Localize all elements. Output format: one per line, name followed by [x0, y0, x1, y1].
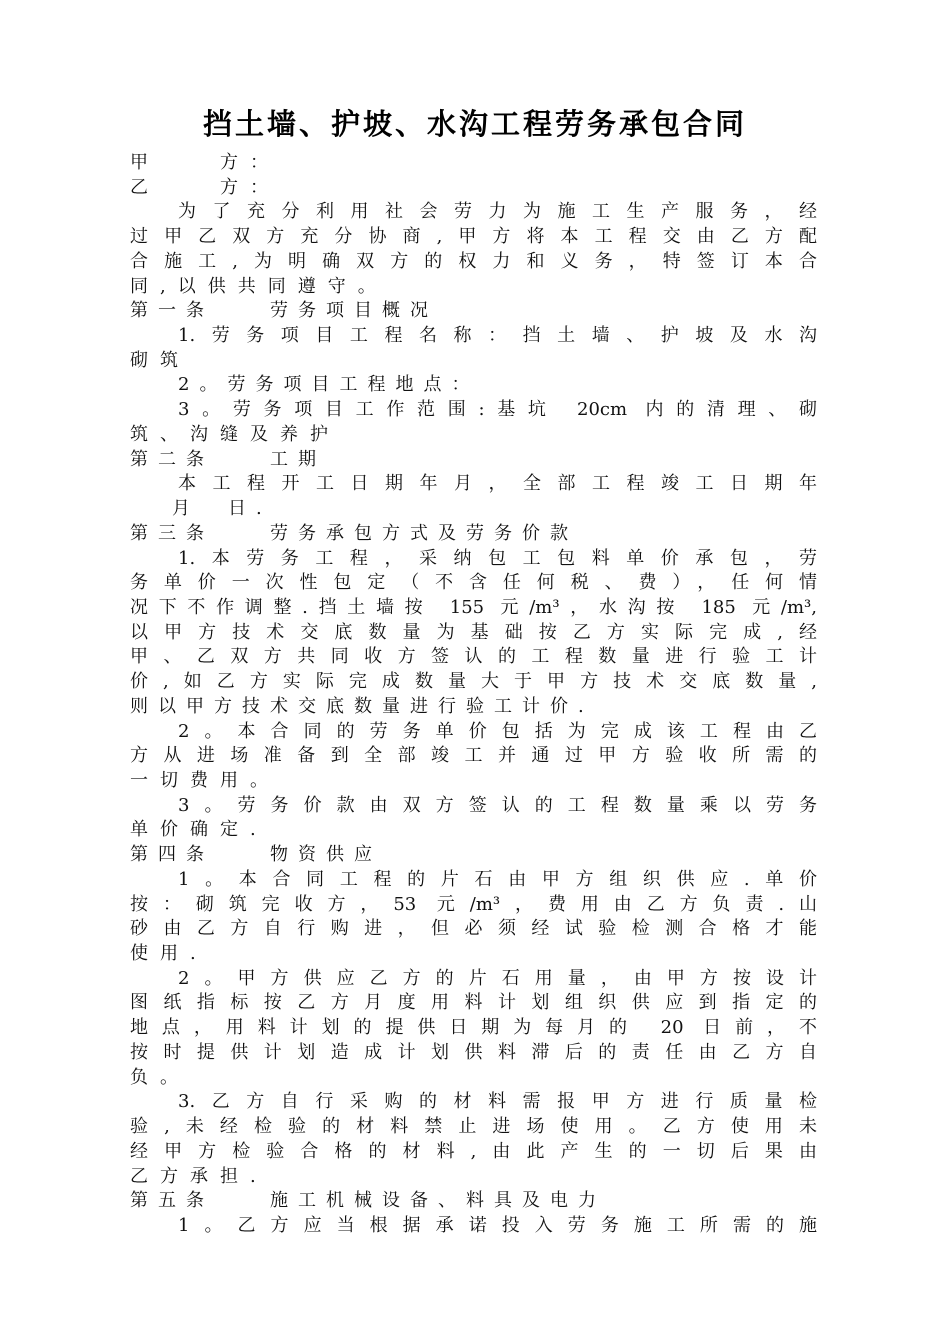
body-line: 况下不作调整.挡土墙按 155 元/m³，水沟按 185 元/m³, — [130, 596, 817, 618]
body-line: 经甲方检验合格的材料,由此产生的一切后果由 — [130, 1140, 817, 1162]
body-line: 甲、乙双方共同收方签认的工程数量进行验工计 — [130, 646, 817, 668]
body-line: 第二条 工期 — [130, 448, 326, 470]
body-line: 一切费用。 — [130, 770, 280, 791]
body-line: 地点，用料计划的提供日期为每月的 20 日前，不 — [130, 1017, 817, 1039]
body-line: 2。劳务项目工程地点： — [178, 374, 480, 396]
body-line: 验,未经检验的材料禁止进场使用。乙方使用未 — [130, 1116, 817, 1138]
body-line: 3.乙方自行采购的材料需报甲方进行质量检 — [178, 1091, 817, 1113]
body-line: 按时提供计划造成计划供料滞后的责任由乙方自 — [130, 1041, 817, 1063]
body-line: 方从进场准备到全部竣工并通过甲方验收所需的 — [130, 745, 817, 767]
body-line: 月 日. — [172, 498, 272, 520]
body-line: 务单价一次性包定（不含任何税、费），任何情 — [130, 572, 817, 594]
body-line: 按：砌筑完收方，53 元/m³，费用由乙方负责.山 — [130, 893, 817, 915]
body-line: 本工程开工日期年月，全部工程竣工日期年 — [178, 473, 817, 495]
body-line: 2。本合同的劳务单价包括为完成该工程由乙 — [178, 720, 817, 742]
body-line: 1.劳务项目工程名称：挡土墙、护坡及水沟 — [178, 325, 817, 347]
body-line: 第四条 物资供应 — [130, 844, 382, 866]
page-title: 挡土墙、护坡、水沟工程劳务承包合同 — [202, 107, 747, 141]
body-line: 合施工,为明确双方的权力和义务，特签订本合 — [130, 250, 817, 272]
body-line: 为了充分利用社会劳力为施工生产服务，经 — [178, 201, 817, 223]
body-line: 图纸指标按乙方月度用料计划组织供应到指定的 — [130, 992, 817, 1014]
body-line: 2。甲方供应乙方的片石用量，由甲方按设计 — [178, 967, 817, 989]
body-line: 第一条 劳务项目概况 — [130, 300, 438, 322]
body-line: 单价确定. — [130, 819, 268, 841]
body-line: 砌筑 — [130, 349, 190, 371]
body-line: 筑、沟缝及养护 — [130, 423, 340, 445]
body-line: 甲 方： — [130, 152, 280, 173]
body-line: 价,如乙方实际完成数量大于甲方技术交底数量, — [130, 671, 817, 693]
body-line: 以甲方技术交底数量为基础按乙方实际完成,经 — [130, 621, 817, 643]
body-line: 过甲乙双方充分协商,甲方将本工程交由乙方配 — [130, 226, 817, 248]
body-line: 1。乙方应当根据承诺投入劳务施工所需的施 — [178, 1214, 817, 1236]
body-line: 3。劳务项目工作范围:基坑 20cm 内的清理、砌 — [178, 399, 817, 421]
body-line: 负。 — [130, 1066, 190, 1088]
body-line: 同,以供共同遵守。 — [130, 275, 388, 297]
body-line: 使用. — [130, 943, 208, 965]
body-line: 乙 方： — [130, 176, 280, 198]
body-line: 第三条 劳务承包方式及劳务价款 — [130, 522, 578, 544]
body-line: 1.本劳务工程，采纳包工包料单价承包，劳 — [178, 547, 817, 569]
body-line: 砂由乙方自行购进，但必须经试验检测合格才能 — [130, 918, 817, 940]
body-line: 第五条 施工机械设备、料具及电力 — [130, 1190, 606, 1212]
body-line: 则以甲方技术交底数量进行验工计价. — [130, 695, 594, 717]
body-line: 乙方承担. — [130, 1165, 268, 1187]
body-line: 3。劳务价款由双方签认的工程数量乘以劳务 — [178, 794, 817, 816]
body-line: 1。本合同工程的片石由甲方组织供应.单价 — [178, 868, 817, 890]
